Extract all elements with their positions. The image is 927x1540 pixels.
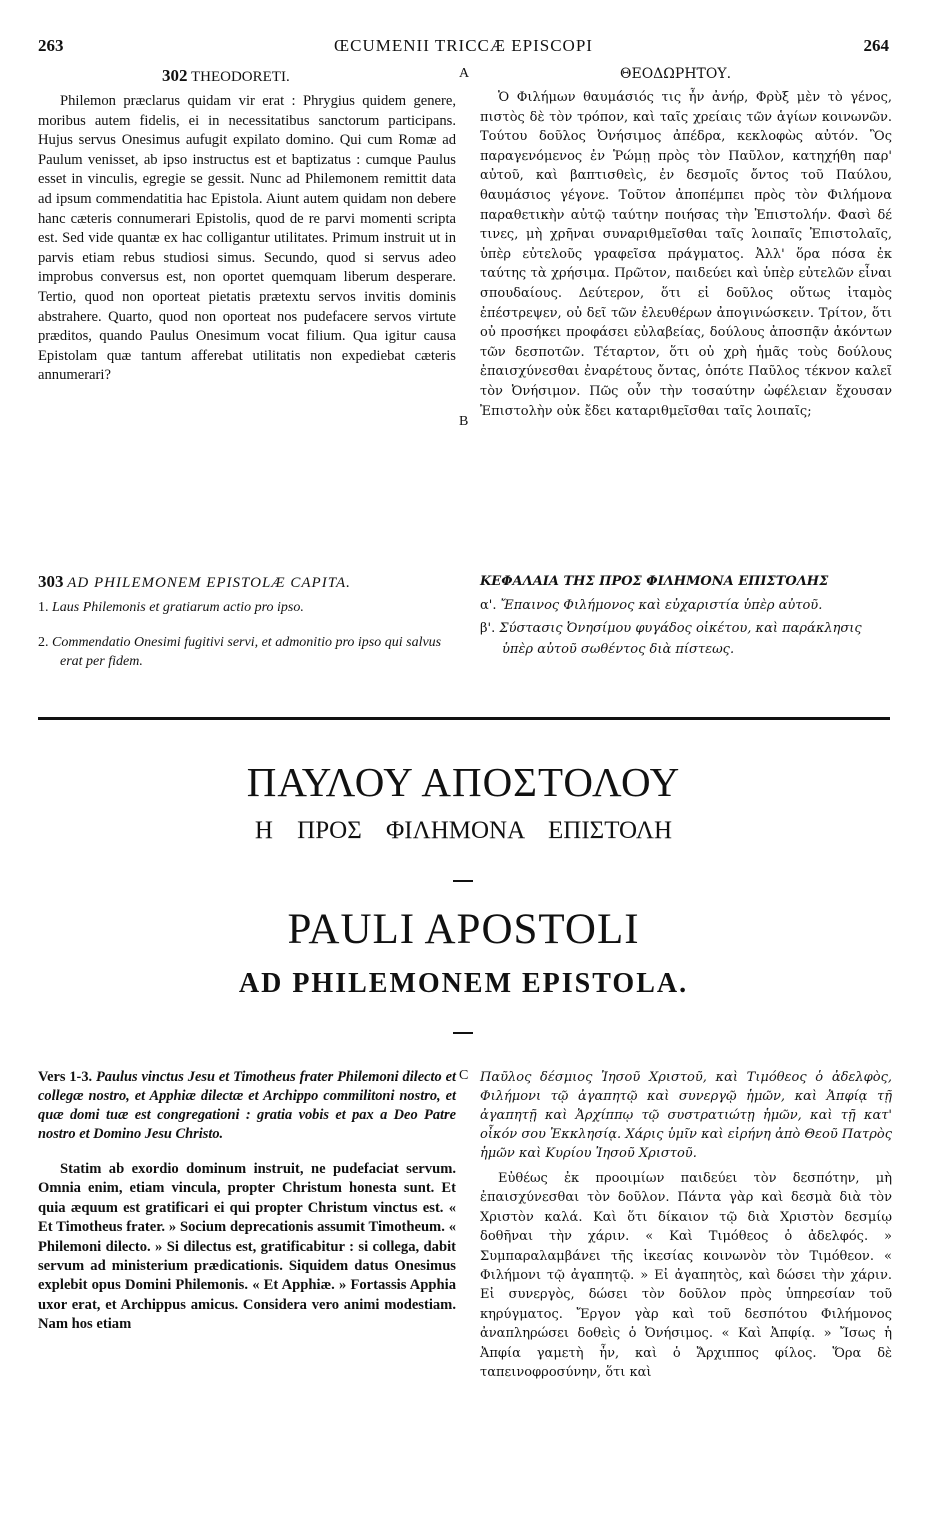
greek-epistle-column	[480, 1068, 892, 1382]
greek-column-302	[480, 66, 892, 421]
latin-title: PAULI APOSTOLI	[287, 906, 640, 953]
section-divider-rule	[38, 717, 890, 720]
title-dash	[453, 880, 473, 882]
latin-heading-303	[38, 572, 456, 592]
latin-verse	[38, 1068, 456, 1144]
verse-label: Vers 1-3.	[38, 1069, 93, 1085]
greek-verse: Παῦλος δέσμιος Ἰησοῦ Χριστοῦ, καὶ Τιμόθεος ὁ ἀδελφὸς, Φιλήμονι τῷ ἀγαπητῷ καὶ συνεργῷ ἡμῶν, καὶ Ἀπφίᾳ τῇ ἀγαπητῇ καὶ Ἀρχίππῳ τῷ συστρατιώτῃ ἡμῶν, καὶ τῇ κατ' οἶκόν σου Ἐκκλησίᾳ. Χάρις ὑμῖν καὶ εἰρήνη ἀπὸ Θεοῦ Πατρὸς ἡμῶν καὶ Κυρίου Ἰησοῦ Χριστοῦ.	[480, 1070, 892, 1161]
greek-subtitle: Η ΠΡΟΣ ΦΙΛΗΜΟΝΑ ΕΠΙΣΤΟΛΗ	[254, 817, 673, 844]
greek-chapter-item: β'. Σύστασις Ὀνησίμου φυγάδος οἰκέτου, καὶ παράκλησις ὑπὲρ αὐτοῦ σωθέντος διὰ πίστεως.	[480, 621, 862, 657]
greek-heading-303: ΚΕΦΑΛΑΙΑ ΤΗΣ ΠΡΟΣ ΦΙΛΗΜΟΝΑ ΕΠΙΣΤΟΛΗΣ	[480, 574, 829, 589]
page-number-left: 263	[38, 36, 64, 55]
greek-title: ΠΑΥΛΟΥ ΑΠΟΣΤΟΛΟΥ	[246, 759, 681, 805]
section-title: THEODORETI.	[190, 69, 290, 85]
greek-chapter-item: α'. Ἔπαινος Φιλήμονος καὶ εὐχαριστία ὑπὲρ αὐτοῦ.	[480, 598, 823, 613]
latin-paragraph: Philemon præclarus quidam vir erat : Phrygius quidem genere, moribus autem fidelis, ei in necessitatibus sanctorum participans. Hujus servus Onesimus aufugit expilato domino. Qui cum Romæ ad Paulum venisset, ab ipso instructus est et baptizatus : cumque Paulus esset in vinculis, egregie se gessit. Nunc ad Philemonem remittit data ad ipsum commendatitia hac Epistola. Aiunt autem quidam non debere hanc cæteris connumerari Epistolis, quod de re parvi momenti scripta est. Sed vide quantæ ex hac colligantur utilitates. Primum instruit ut in parvis etiam rebus studiosi simus. Secundo, quod si servus adeo improbus conversus est, non oportet quemquam liberum desperare. Tertio, quod non oporteat pietatis prætextu servos invitis dominis abstrahere. Quarto, quod non oporteat nos pudefacere servos virtute præditos, quando Paulus Onesimum vocat filium. Qua igitur causa Epistolam quæ tantum afferebat utilitatis non expediebat cæteris annumerari?	[38, 93, 456, 384]
latin-commentary: Statim ab exordio dominum instruit, ne pudefaciat servum. Omnia enim, etiam vincula, propter Christum honesta sunt. Et quia æquum est gratificari ei qui propter Christum vinctus est. « Et Timotheus frater. » Socium deprecationis assumit Timotheum. « Philemoni dilecto. » Si dilectus est, gratificabitur : si collega, dabit servum ad ministerium prædicationis. Siquidem datus Onesimus explebit opus Domini Philemonis. « Et Apphiæ. » Fortassis Apphia uxor erat, et Archippus amicus. Considera vero animi modestiam. Nam hos etiam	[38, 1161, 456, 1333]
latin-subtitle: AD PHILEMONEM EPISTOLA.	[238, 968, 689, 999]
page-number-right: 264	[863, 36, 889, 55]
margin-letter-b: B	[459, 414, 469, 429]
latin-chapter-item: 1. Laus Philemonis et gratiarum actio pro ipso.	[38, 600, 304, 615]
margin-letter-c: C	[459, 1068, 469, 1083]
running-header	[38, 36, 889, 58]
latin-heading-302	[38, 66, 456, 86]
title-dash	[453, 1032, 473, 1034]
section-number: 302	[162, 66, 188, 85]
section-title: AD PHILEMONEM EPISTOLÆ CAPITA.	[67, 575, 351, 591]
section-number: 303	[38, 572, 64, 591]
margin-letter-a: A	[459, 66, 470, 81]
greek-chapters-303	[480, 574, 892, 660]
running-title: ŒCUMENII TRICCÆ EPISCOPI	[334, 36, 593, 55]
greek-commentary: Εὐθέως ἐκ προοιμίων παιδεύει τὸν δεσπότην, μὴ ἐπαισχύνεσθαι τὸν δοῦλον. Πάντα γὰρ καὶ δεσμὰ διὰ τὸν Χριστὸν καλά. Καὶ ὅτι δίκαιον τῷ διὰ Χριστὸν δεσμίῳ δοθῆναι τὴν χάριν. « Καὶ Τιμόθεος ὁ ἀδελφός. » Συμπαραλαμβάνει τῆς ἱκεσίας κοινωνὸν τὸν Τιμόθεον. « Φιλήμονι τῷ ἀγαπητῷ. » Εἰ ἀγαπητὸς, καὶ δώσει τὴν χάριν. Εἰ συνεργὸς, δώσει τὸν δοῦλον πρὸς ὑπηρεσίαν τοῦ κηρύγματος. Ἔργον γὰρ καὶ τοῦ δεσπότου Φιλήμονος ἀναπληρώσει δοθεὶς ὁ Ὀνήσιμος. « Καὶ Ἀπφίᾳ. » Ἴσως ἡ Ἀπφία γαμετὴ ἦν, καὶ ὁ Ἄρχιππος φίλος. Ὅρα δὲ ταπεινοφροσύνην, ὅτι καὶ	[480, 1171, 892, 1381]
greek-heading-302: ΘΕΟΔΩΡΗΤΟΥ.	[620, 66, 732, 82]
latin-epistle-column	[38, 1068, 456, 1335]
latin-column-302	[38, 66, 456, 386]
greek-paragraph: Ὁ Φιλήμων θαυμάσιός τις ἦν ἀνήρ, Φρὺξ μὲν τὸ γένος, πιστὸς δὲ τὸν τρόπον, καὶ ταῖς χρείαις τῶν ἁγίων κοινωνῶν. Τούτου δοῦλος Ὀνήσιμος ἀπέδρα, κεκλοφὼς αὐτόν. Ὃς παραγενόμενος ἐν Ῥώμῃ πρὸς τὸν Παῦλον, κατηχήθη παρ' αὐτοῦ, καὶ βαπτισθεὶς, ἐν δεσμοῖς ὄντος τοῦ Παύλου, θαυμάσιος γέγονε. Τοῦτον ἀποπέμπει πρὸς τὸν Φιλήμονα παραθετικὴν αὐτῷ ταύτην ποιήσας τὴν Ἐπιστολήν. Φασὶ δέ τινες, μὴ χρῆναι συναριθμεῖσθαι ταῖς λοιπαῖς Ἐπιστολαῖς, ὑπὲρ εὐτελοῦς γραφεῖσα πράγματος. Ἀλλ' ὅρα πόσα ἐκ ταύτης τὰ χρήσιμα. Πρῶτον, παιδεύει καὶ ὑπὲρ εὐτελῶν εἶναι σπουδαίους. Δεύτερον, ὅτι εἰ δοῦλος οὕτως ἰταμὸς ἐπέστρεψεν, οὐ δεῖ τῶν ἐλευθέρων ἀπογινώσκειν. Τρίτον, ὅτι οὐ προσήκει προφάσει εὐλαβείας, δούλους ἀποσπᾷν ἀκόντων τῶν δεσποτῶν. Τέταρτον, ὅτι οὐ χρὴ ἡμᾶς τοὺς δούλους ἐπαισχύνεσθαι ἐναρέτους ὄντας, ὁπότε Παῦλος τέκνον καλεῖ τὸν Ὀνήσιμον. Πῶς οὖν τὴν τοσαύτην ὠφέλειαν ἔχουσαν Ἐπιστολὴν οὐκ ἔδει καταριθμεῖσθαι ταῖς λοιπαῖς;	[480, 90, 892, 419]
verse-text: Paulus vinctus Jesu et Timotheus frater Philemoni dilecto et collegæ nostro, et Apphiæ dilectæ et Archippo commilitoni nostro, et quæ domi tuæ est congregationi : gratia vobis et pax a Deo Patre nostro et Domino Jesu Christo.	[38, 1069, 456, 1142]
latin-chapters-303	[38, 572, 456, 671]
latin-chapter-item: 2. Commendatio Onesimi fugitivi servi, et admonitio pro ipso qui salvus erat per fidem.	[38, 635, 442, 669]
